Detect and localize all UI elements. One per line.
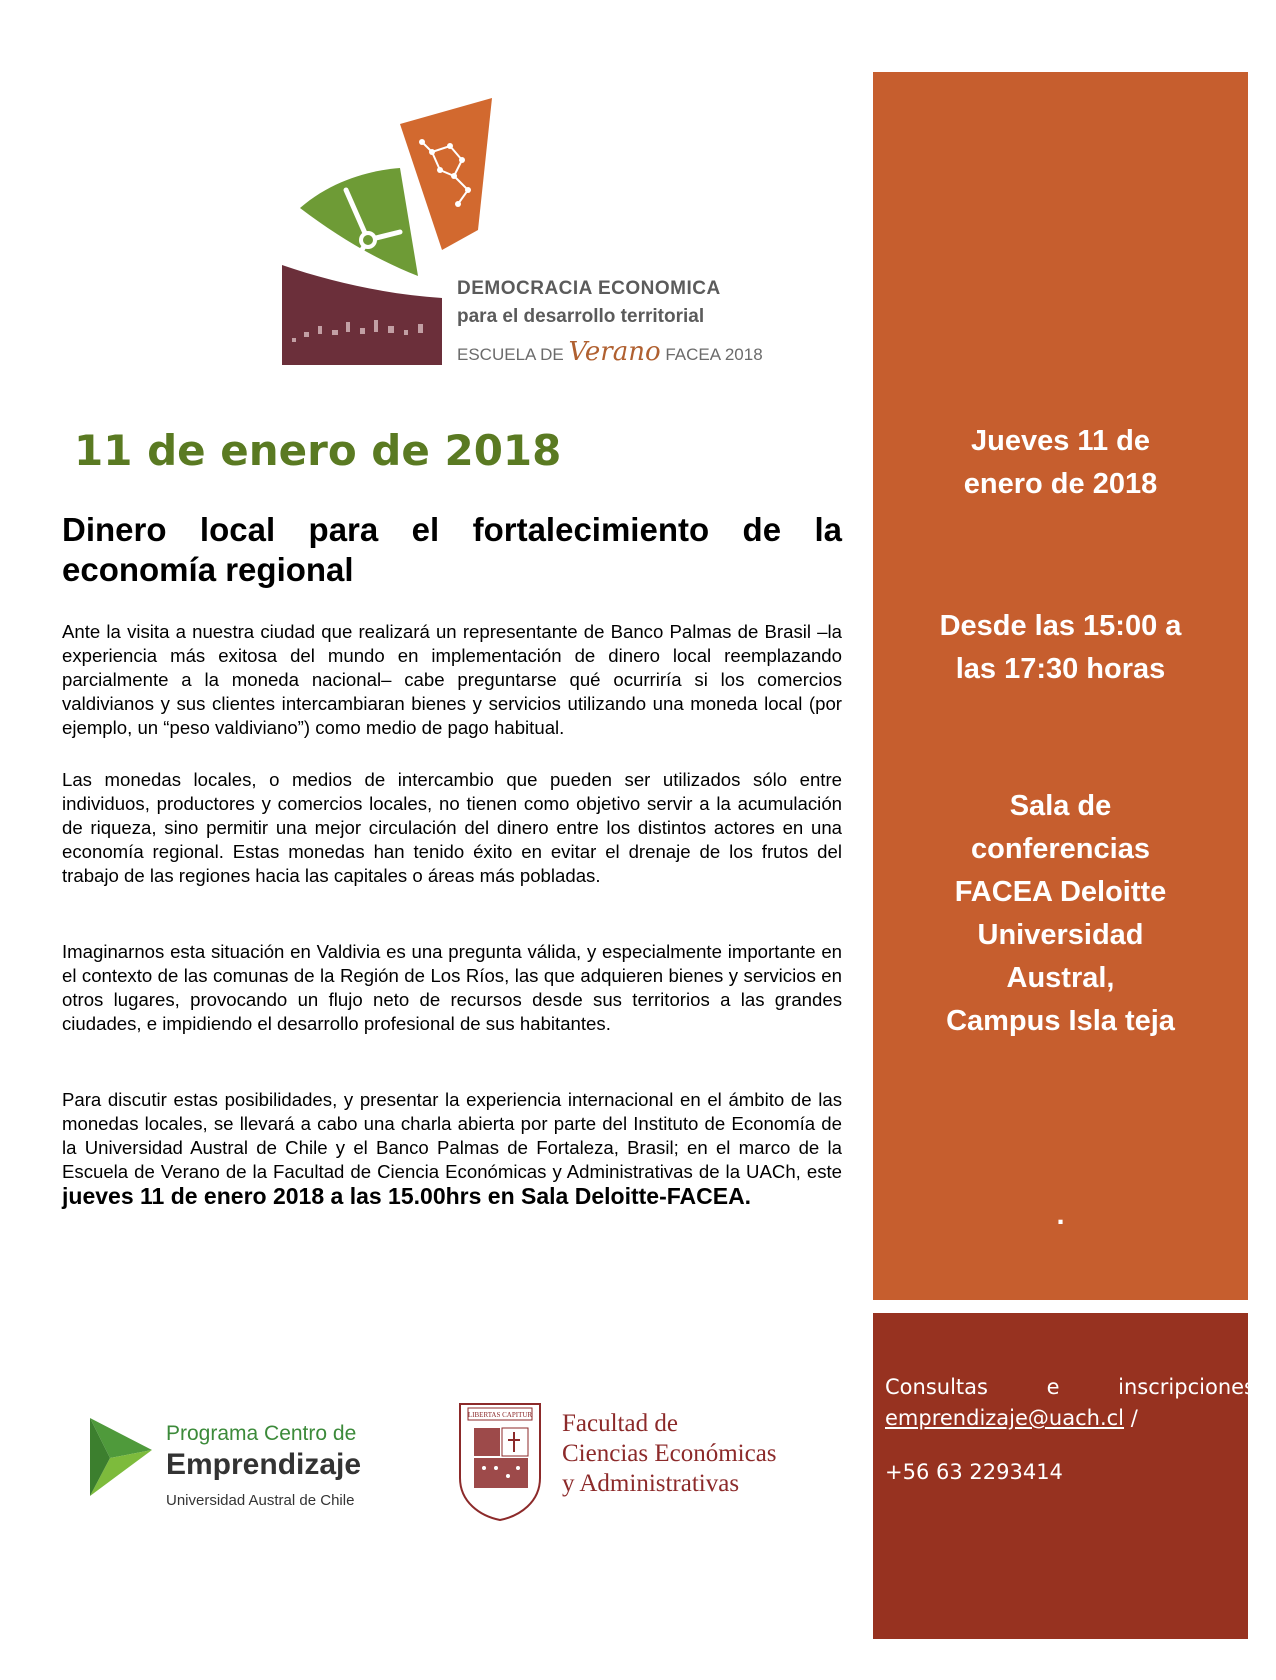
contact-phone: +56 63 2293414 xyxy=(885,1460,1063,1484)
contact-word-1: Consultas xyxy=(885,1375,988,1399)
sidebar-venue-line4: Universidad xyxy=(977,919,1144,951)
faculty-line3: y Administrativas xyxy=(562,1470,740,1497)
paragraph-1: Ante la visita a nuestra ciudad que realizará un representante de Banco Palmas de Brasil –la experiencia más exitosa del mundo en implementación de dinero local reemplazando parcialmente a la moneda nacional– cabe preguntarse qué ocurriría si los comercios valdivianos y sus clientes intercambiaran bienes y servicios utilizando una moneda local (por ejemplo, un “peso valdiviano”) como medio de pago habitual. xyxy=(62,621,842,738)
contact-email-link[interactable]: emprendizaje@uach.cl xyxy=(885,1406,1125,1430)
sidebar-venue-line3: FACEA Deloitte xyxy=(954,876,1167,908)
sidebar-venue-line2: conferencias xyxy=(971,833,1150,865)
logo-school-suffix: FACEA 2018 xyxy=(660,345,763,364)
contact-separator: / xyxy=(1124,1406,1138,1430)
logo-school-prefix: ESCUELA DE xyxy=(457,345,569,364)
article-title: Dinero local para el fortalecimiento de la economía regional xyxy=(62,511,842,588)
paragraph-4 xyxy=(62,1088,842,1210)
sidebar-date xyxy=(873,420,1248,506)
logo-verano-word: Verano xyxy=(568,337,661,367)
sidebar-venue xyxy=(873,785,1248,1043)
contact-word-3: inscripciones xyxy=(1118,1375,1255,1399)
sidebar-event-info xyxy=(873,72,1248,1300)
date-heading: 11 de enero de 2018 xyxy=(74,426,562,475)
seal-motto: LIBERTAS CAPITUR xyxy=(467,1411,533,1419)
event-logo xyxy=(282,80,763,400)
paragraph-2: Las monedas locales, o medios de intercambio que pueden ser utilizados sólo entre individuos, productores y comercios locales, no tienen como objetivo servir a la acumulación de riqueza, sino permitir una mejor circulación del dinero entre los distintos actores en una economía regional. Estas monedas han tenido éxito en evitar el drenaje de los frutos del trabajo de las regiones hacia las capitales o áreas más pobladas. xyxy=(62,769,842,886)
logo-subtitle: para el desarrollo territorial xyxy=(457,306,705,327)
emprendizaje-line3: Universidad Austral de Chile xyxy=(166,1492,355,1509)
sidebar-time-line1: Desde las 15:00 a xyxy=(939,610,1182,642)
sidebar-venue-line5: Austral, xyxy=(1006,962,1115,994)
emprendizaje-logo xyxy=(90,1410,390,1520)
emprendizaje-line1: Programa Centro de xyxy=(166,1422,357,1445)
emprendizaje-arrow-icon xyxy=(90,1418,160,1498)
contact-email-line xyxy=(885,1406,1138,1430)
contact-word-2: e xyxy=(1046,1375,1060,1399)
contact-heading xyxy=(885,1375,1255,1399)
paragraph-4-highlight: jueves 11 de enero 2018 a las 15.00hrs en Sala Deloitte-FACEA. xyxy=(62,1183,752,1209)
university-seal-icon xyxy=(452,1398,548,1522)
paragraph-4-text: Para discutir estas posibilidades, y presentar la experiencia internacional en el ámbito de las monedas locales, se llevará a cabo una charla abierta por parte del Instituto de Economía de la Universidad Austral de Chile y el Banco Palmas de Fortaleza, Brasil; en el marco de la Escuela de Verano de la Facultad de Ciencia Económicas y Administrativas de la UACh, este xyxy=(62,1089,842,1182)
sidebar-date-line1: Jueves 11 de xyxy=(971,425,1150,457)
logo-title: DEMOCRACIA ECONOMICA xyxy=(457,278,721,299)
sidebar-dot: . xyxy=(1056,1199,1065,1231)
sidebar-time xyxy=(873,605,1248,691)
faculty-line1: Facultad de xyxy=(562,1410,678,1437)
sidebar-venue-line6: Campus Isla teja xyxy=(946,1005,1175,1037)
logo-school-line xyxy=(457,337,763,367)
faculty-line2: Ciencias Económicas xyxy=(562,1440,777,1467)
sidebar-time-line2: las 17:30 horas xyxy=(955,653,1166,685)
facea-logo xyxy=(452,1398,792,1528)
sidebar-venue-line1: Sala de xyxy=(1009,790,1112,822)
emprendizaje-line2: Emprendizaje xyxy=(166,1448,362,1481)
sidebar-date-line2: enero de 2018 xyxy=(963,468,1158,500)
paragraph-3: Imaginarnos esta situación en Valdivia es una pregunta válida, y especialmente importante en el contexto de las comunas de la Región de Los Ríos, las que adquieren bienes y servicios en otros lugares, provocando un flujo neto de recursos desde sus territorios a las grandes ciudades, e impidiendo el desarrollo profesional de sus habitantes. xyxy=(62,941,842,1034)
